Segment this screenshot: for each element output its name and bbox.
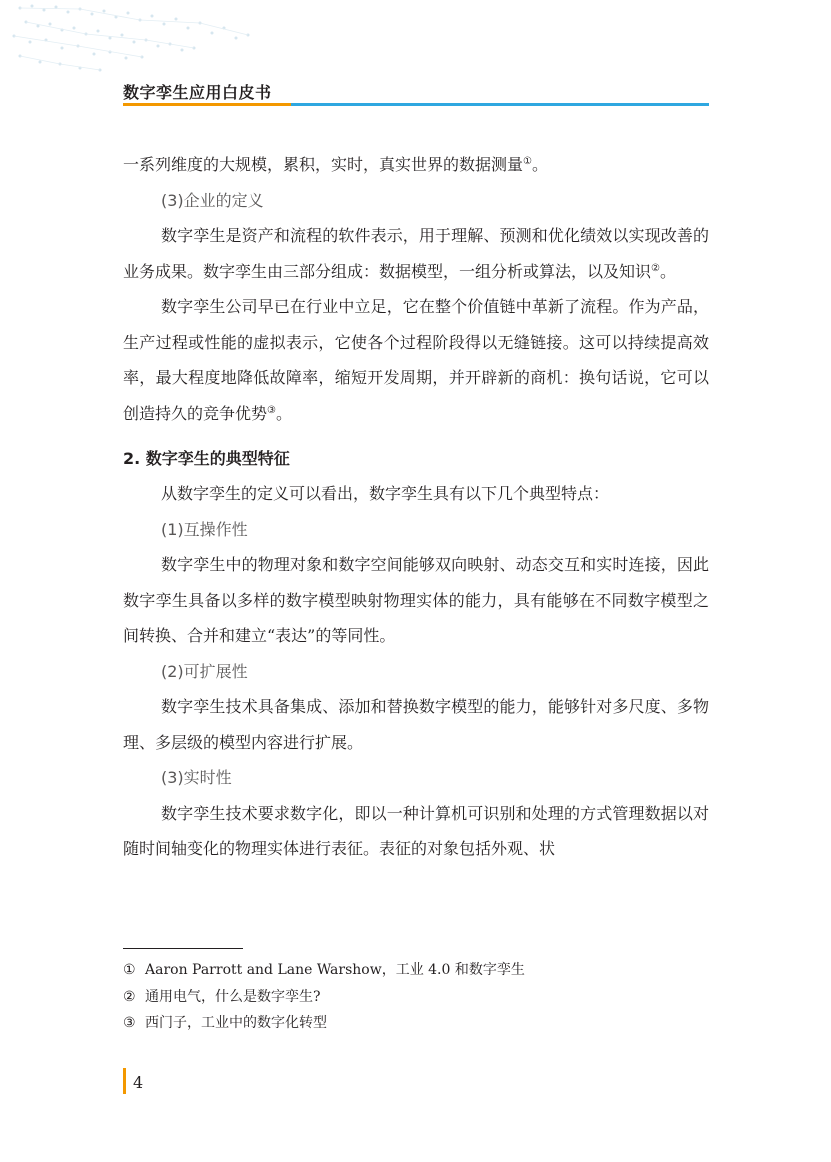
subheading-realtime: (3)实时性 <box>161 768 232 787</box>
footnote-ref-2[interactable]: ② <box>651 262 660 274</box>
page-number-bar <box>123 1068 126 1094</box>
paragraph-continuation <box>123 147 709 183</box>
footnote-text: 通用电气，什么是数字孪生? <box>145 988 321 1005</box>
paragraph-scalability: 数字孪生技术具备集成、添加和替换数字模型的能力，能够针对多尺度、多物理、多层级的模型内容进行扩展。 <box>123 697 709 752</box>
header-dot-pattern <box>0 0 300 80</box>
footnote-1 <box>123 957 709 984</box>
header-rule-blue <box>291 103 709 106</box>
running-header-title: 数字孪生应用白皮书 <box>123 83 272 102</box>
header-rule-orange <box>123 103 291 106</box>
footnote-text: Aaron Parrott and Lane Warshow，工业 4.0 和数字孪生 <box>145 962 525 978</box>
paragraph-text: 数字孪生公司早已在行业中立足，它在整个价值链中革新了流程。作为产品，生产过程或性能的虚拟表示，它使各个过程阶段得以无缝链接。这可以持续提高效率，最大程度地降低故障率，缩短开发周期，并开辟新的商机：换句话说，它可以创造持久的竞争优势 <box>123 297 709 423</box>
page-number: 4 <box>133 1073 144 1092</box>
subheading-scalability: (2)可扩展性 <box>161 661 248 681</box>
paragraph-end: 。 <box>659 261 676 281</box>
footnotes <box>123 957 709 1037</box>
paragraph-end: 。 <box>275 403 292 423</box>
paragraph-realtime: 数字孪生技术要求数字化，即以一种计算机可识别和处理的方式管理数据以对随时间轴变化的物理实体进行表征。表征的对象包括外观、状 <box>123 803 709 858</box>
footnote-3 <box>123 1010 709 1037</box>
footnote-mark: ① <box>123 962 136 978</box>
footnote-mark: ② <box>123 988 136 1005</box>
main-content <box>123 147 709 867</box>
paragraph-features-intro: 从数字孪生的定义可以看出，数字孪生具有以下几个典型特点： <box>161 484 610 503</box>
paragraph-end: 。 <box>531 155 548 174</box>
subheading-interoperability: (1)互操作性 <box>161 519 248 539</box>
footnote-divider <box>123 948 243 949</box>
subheading-enterprise-definition: (3)企业的定义 <box>161 190 264 210</box>
footnote-text: 西门子，工业中的数字化转型 <box>145 1015 327 1031</box>
section-heading: 2. 数字孪生的典型特征 <box>123 449 290 468</box>
footnote-mark: ③ <box>123 1015 136 1031</box>
footnote-ref-1[interactable]: ① <box>523 156 532 167</box>
footnote-2 <box>123 984 709 1011</box>
paragraph-text: 一系列维度的大规模，累积，实时，真实世界的数据测量 <box>123 155 524 174</box>
paragraph-companies <box>123 289 709 431</box>
paragraph-interoperability: 数字孪生中的物理对象和数字空间能够双向映射、动态交互和实时连接，因此数字孪生具备以多样的数字模型映射物理实体的能力，具有能够在不同数字模型之间转换、合并和建立“表达”的等同性。 <box>123 555 709 645</box>
paragraph-enterprise-definition <box>123 218 709 289</box>
paragraph-text: 数字孪生是资产和流程的软件表示，用于理解、预测和优化绩效以实现改善的业务成果。数字孪生由三部分组成：数据模型，一组分析或算法，以及知识 <box>123 226 709 281</box>
footnote-ref-3[interactable]: ③ <box>267 404 276 416</box>
